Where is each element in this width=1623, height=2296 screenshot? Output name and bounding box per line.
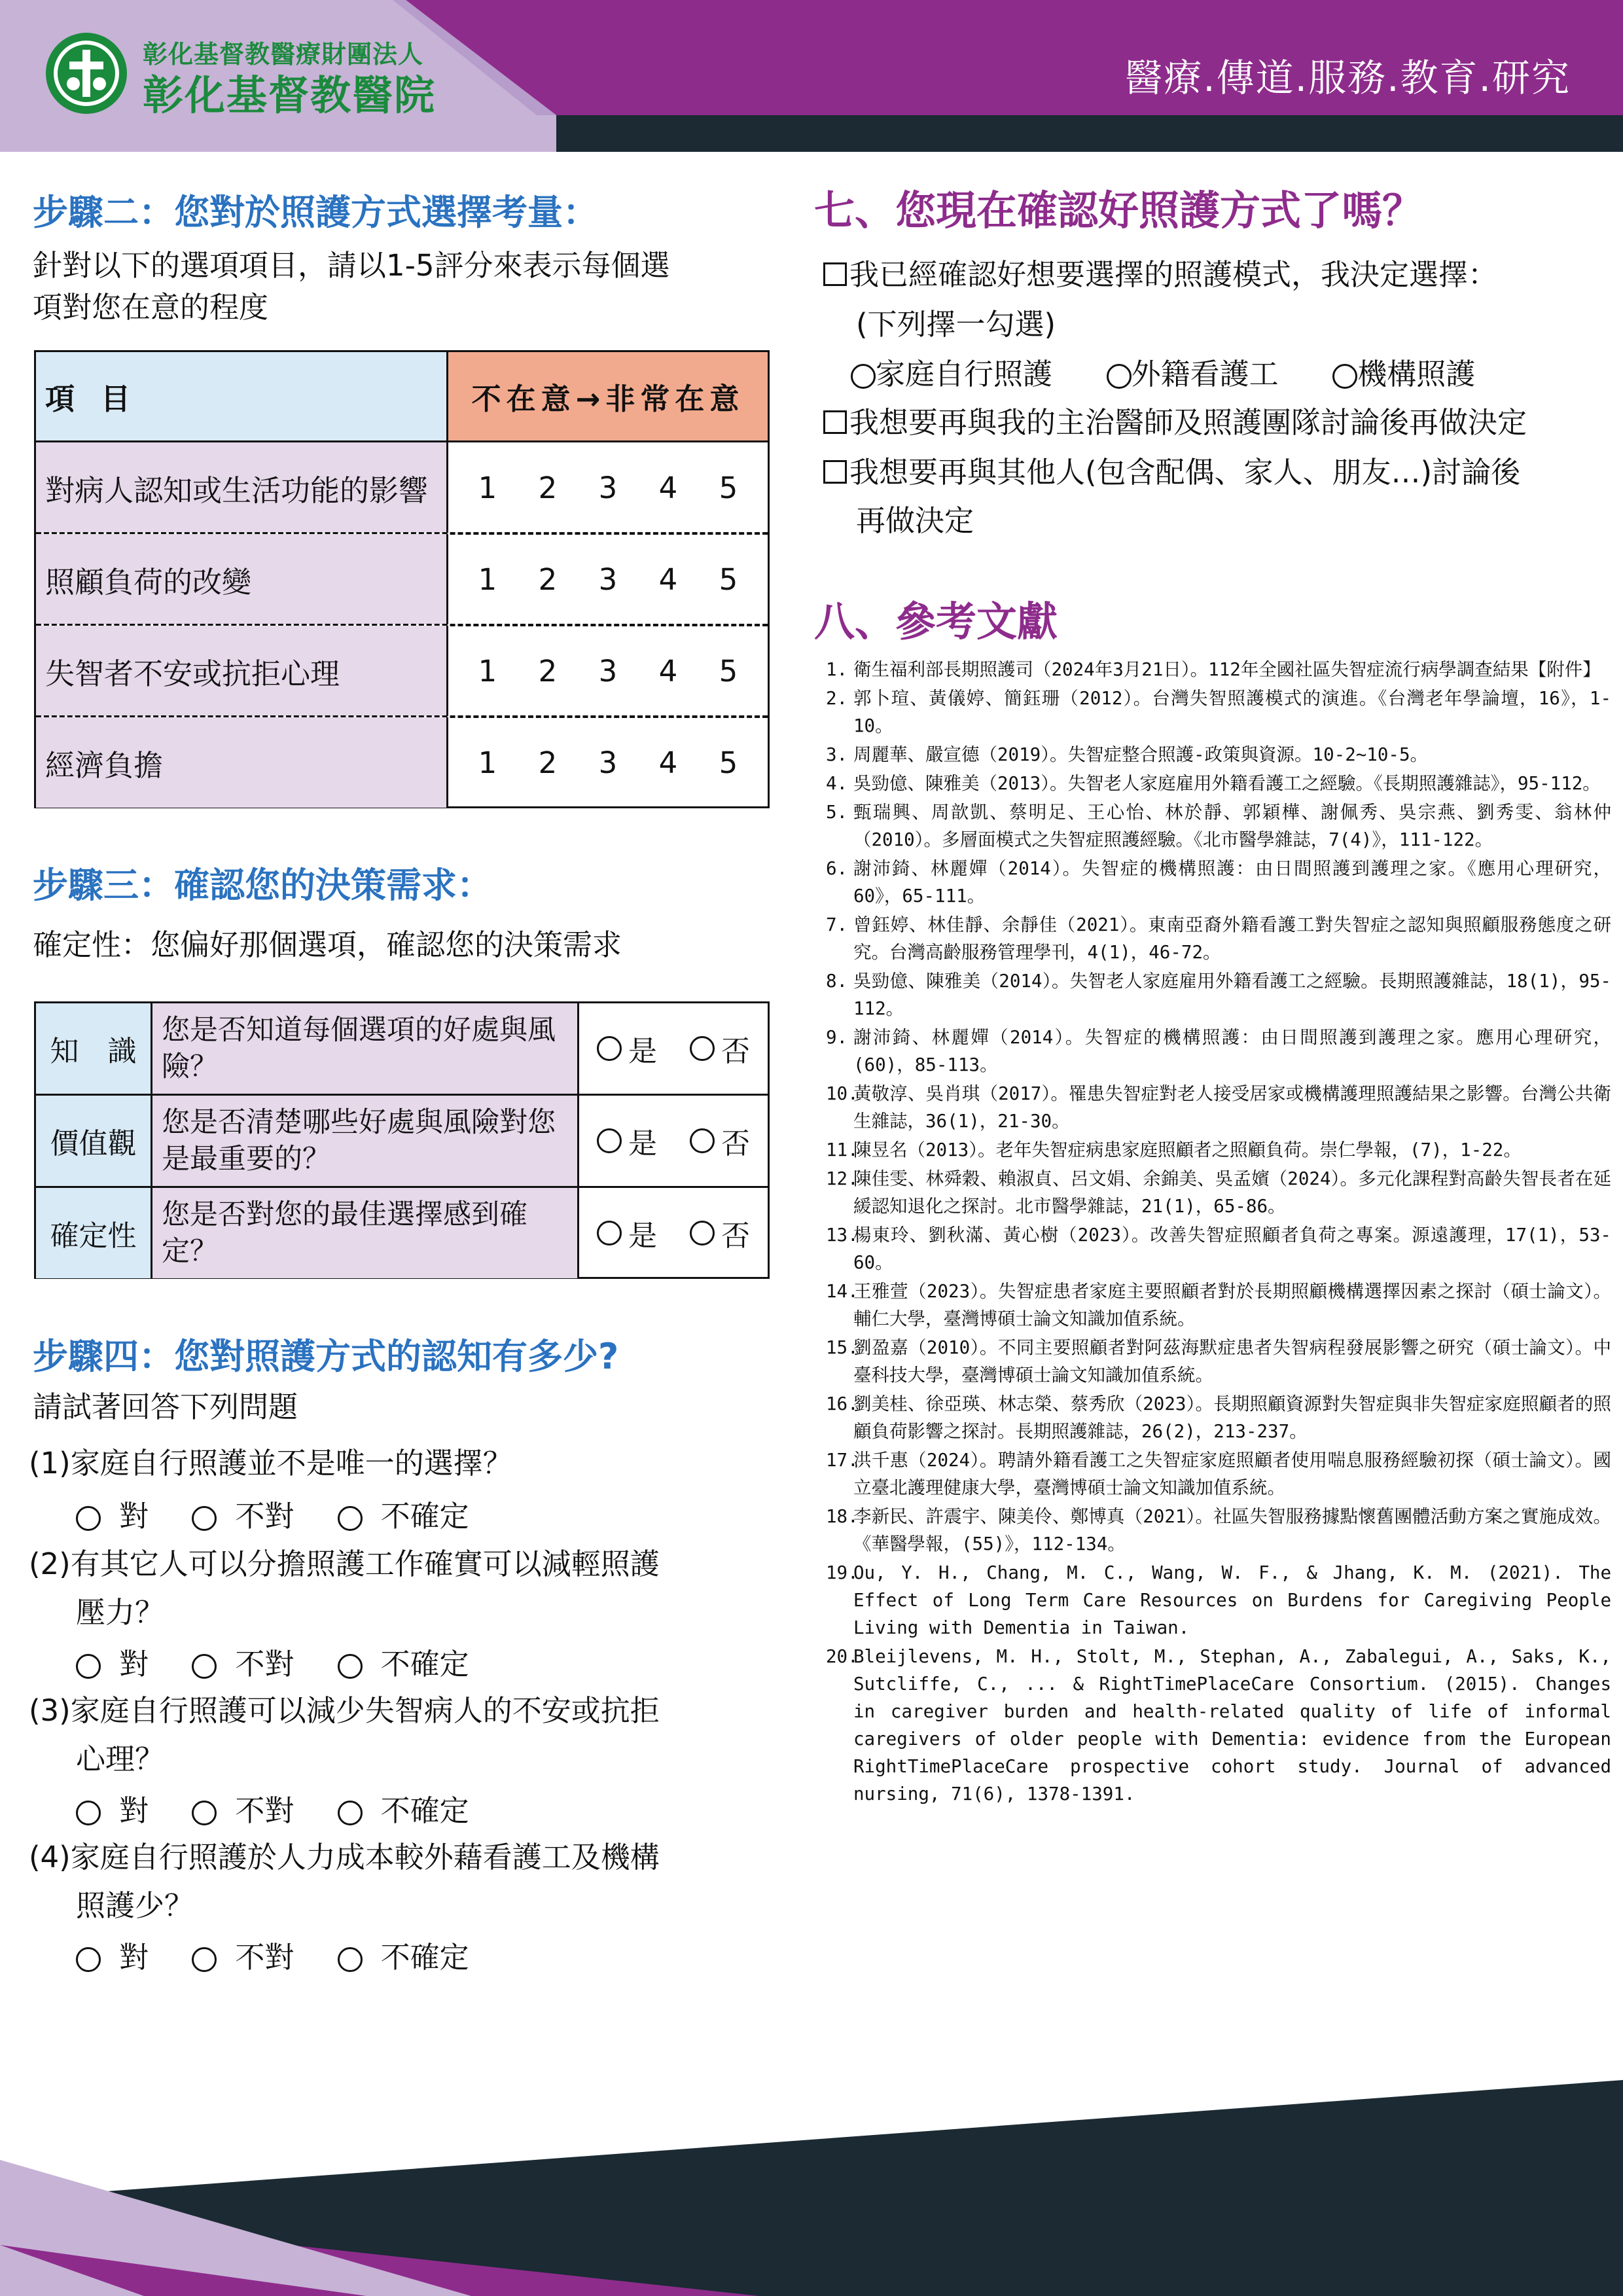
rating-4[interactable]: 4 — [658, 470, 678, 505]
decision-row-question: 您是否對您的最佳選擇感到確定？ — [152, 1188, 579, 1278]
rating-1[interactable]: 1 — [478, 653, 497, 689]
no-radio[interactable] — [690, 1128, 715, 1153]
step2-title: 步驟二：您對於照護方式選擇考量： — [33, 192, 598, 233]
radio-unsure[interactable] — [338, 1947, 363, 1972]
reference-number: 14. — [826, 1281, 859, 1302]
reference-item — [826, 1221, 1611, 1276]
reference-text: 王雅萱（2023）。失智症患者家庭主要照顧者對於長期照顧機構選擇因素之探討（碩士論文）。輔仁大學，臺灣博碩士論文知識加值系統。 — [853, 1281, 1611, 1329]
org-name: 彰化基督教醫療財團法人 — [143, 40, 424, 69]
yes-radio[interactable] — [597, 1036, 622, 1061]
rating-scale[interactable] — [448, 717, 768, 808]
rating-2[interactable]: 2 — [538, 745, 558, 780]
reference-item — [826, 911, 1611, 966]
reference-text: 謝沛錡、林麗嬋（2014）。失智症的機構照護：由日間照護到護理之家。應用心理研究，(60)，85-113。 — [853, 1027, 1611, 1075]
reference-number: 5. — [826, 802, 848, 823]
decision-row-label: 知 識 — [36, 1003, 152, 1094]
section8-title: 八、參考文獻 — [814, 598, 1058, 645]
no-radio[interactable] — [690, 1221, 715, 1246]
discuss-others-cont: 再做決定 — [856, 503, 974, 538]
reference-text: Bleijlevens, M. H., Stolt, M., Stephan, A., Zabalegui, A., Saks, K., Sutcliffe, C., ... & RightTimePlaceCare Consortium. (2015). Changes in caregiver burden and health-related quality of life of informal caregivers of older people with Dementia: evidence from the European RightTimePlaceCare prospective cohort study. Journal of advanced nursing, 71(6), 1378-1391. — [853, 1646, 1611, 1804]
reference-text: 陳昱名（2013）。老年失智症病患家庭照顧者之照顧負荷。崇仁學報，(7)，1-22。 — [853, 1139, 1522, 1160]
table-row — [36, 1096, 768, 1186]
reference-text: 謝沛錡、林麗嬋（2014）。失智症的機構照護：由日間照護到護理之家。《應用心理研究，60》，65-111。 — [853, 858, 1611, 906]
reference-item — [826, 1643, 1611, 1808]
rating-scale[interactable] — [448, 442, 768, 533]
reference-item — [826, 1136, 1611, 1164]
question-2 — [29, 1542, 660, 1587]
rating-row-label: 照顧負荷的改變 — [36, 534, 448, 624]
question-3 — [29, 1689, 660, 1733]
reference-item — [826, 1503, 1611, 1558]
radio-foreign-caregiver[interactable] — [1107, 364, 1132, 389]
option-incorrect: 不對 — [235, 1499, 294, 1534]
decision-option-discuss-doctor — [823, 401, 1527, 445]
question-number: (4) — [29, 1840, 71, 1874]
radio-unsure[interactable] — [338, 1801, 363, 1825]
reference-item — [826, 1278, 1611, 1333]
yes-no-choice — [579, 1096, 768, 1186]
question-number: (1) — [29, 1446, 71, 1480]
option-correct: 對 — [119, 1793, 149, 1828]
reference-item — [826, 1165, 1611, 1220]
table-row — [36, 1003, 768, 1094]
rating-2[interactable]: 2 — [538, 562, 558, 597]
step4-title: 步驟四：您對照護方式的認知有多少? — [33, 1336, 619, 1377]
question-number: (2) — [29, 1547, 71, 1581]
reference-number: 15. — [826, 1337, 859, 1358]
question-4-cont: 照護少？ — [76, 1888, 194, 1923]
question-text: 家庭自行照護可以減少失智病人的不安或抗拒 — [70, 1693, 660, 1728]
reference-text: 劉盈嘉（2010）。不同主要照顧者對阿茲海默症患者失智病程發展影響之研究（碩士論文）。中臺科技大學，臺灣博碩士論文知識加值系統。 — [853, 1337, 1611, 1386]
rating-4[interactable]: 4 — [658, 653, 678, 689]
rating-row-label: 經濟負擔 — [36, 717, 448, 808]
choice-foreign-caregiver: 外籍看護工 — [1131, 357, 1279, 391]
yes-label: 是 — [628, 1127, 657, 1160]
answer-options — [76, 1492, 503, 1535]
question-3-cont: 心理？ — [76, 1742, 165, 1776]
checkbox-discuss-doctor[interactable] — [823, 410, 847, 434]
yes-radio[interactable] — [597, 1128, 622, 1153]
question-number: (3) — [29, 1693, 71, 1728]
table-row — [36, 442, 768, 533]
rating-3[interactable]: 3 — [598, 745, 618, 780]
reference-number: 2. — [826, 688, 848, 709]
question-text: 有其它人可以分擔照護工作確實可以減輕照護 — [70, 1547, 660, 1581]
rating-4[interactable]: 4 — [658, 562, 678, 597]
option-correct: 對 — [119, 1499, 149, 1534]
reference-item — [826, 855, 1611, 910]
decision-row-label: 確定性 — [36, 1188, 152, 1278]
reference-item — [826, 1024, 1611, 1079]
reference-text: 楊東玲、劉秋滿、黃心樹（2023）。改善失智症照顧者負荷之專案。源遠護理，17(1)，53-60。 — [853, 1225, 1611, 1273]
rating-5[interactable]: 5 — [719, 745, 738, 780]
rating-2[interactable]: 2 — [538, 470, 558, 505]
step3-title: 步驟三：確認您的決策需求： — [33, 865, 492, 906]
answer-options — [76, 1787, 503, 1829]
decision-row-question: 您是否知道每個選項的好處與風險？ — [152, 1003, 579, 1094]
reference-number: 13. — [826, 1225, 859, 1246]
choice-family-care: 家庭自行照護 — [876, 357, 1053, 391]
radio-correct[interactable] — [76, 1801, 101, 1825]
reference-text: 曾鈺婷、林佳靜、余靜佳（2021）。東南亞裔外籍看護工對失智症之認知與照顧服務態度之研究。台灣高齡服務管理學刊，4(1)，46-72。 — [853, 914, 1611, 963]
reference-text: Ou, Y. H., Chang, M. C., Wang, W. F., & Jhang, K. M. (2021). The Effect of Long Term Care Resources on Burdens for Caregiving People Living with Dementia in Taiwan. — [853, 1562, 1611, 1638]
rating-3[interactable]: 3 — [598, 562, 618, 597]
reference-text: 吳勁億、陳雅美（2013）。失智老人家庭雇用外籍看護工之經驗。《長期照護雜誌》，95-112。 — [853, 773, 1601, 794]
no-label: 否 — [721, 1219, 750, 1253]
table-row — [36, 534, 768, 624]
reference-item — [826, 770, 1611, 797]
reference-item — [826, 1080, 1611, 1135]
reference-text: 李新民、許震宇、陳美伶、鄭博真（2021）。社區失智服務據點懷舊團體活動方案之實施成效。《華醫學報，(55)》，112-134。 — [853, 1506, 1611, 1554]
reference-item — [826, 741, 1611, 768]
decided-label: 我已經確認好想要選擇的照護模式，我決定選擇： — [849, 257, 1498, 292]
rating-col-scale: 不在意→非常在意 — [448, 352, 768, 442]
reference-text: 吳勁億、陳雅美（2014）。失智老人家庭雇用外籍看護工之經驗。長期照護雜誌，18(1)，95-112。 — [853, 971, 1611, 1019]
rating-1[interactable]: 1 — [478, 470, 497, 505]
radio-incorrect[interactable] — [192, 1506, 217, 1531]
rating-5[interactable]: 5 — [719, 653, 738, 689]
rating-4[interactable]: 4 — [658, 745, 678, 780]
no-radio[interactable] — [690, 1036, 715, 1061]
rating-1[interactable]: 1 — [478, 745, 497, 780]
decided-hint: (下列擇一勾選) — [856, 307, 1056, 342]
rating-3[interactable]: 3 — [598, 653, 618, 689]
question-1 — [29, 1441, 512, 1486]
radio-correct[interactable] — [76, 1654, 101, 1679]
reference-number: 18. — [826, 1506, 859, 1527]
reference-text: 黃敬淳、吳肖琪（2017）。罹患失智症對老人接受居家或機構護理照護結果之影響。台灣公共衛生雜誌，36(1)，21-30。 — [853, 1083, 1611, 1132]
radio-institutional-care[interactable] — [1332, 364, 1357, 389]
choice-institutional-care: 機構照護 — [1357, 357, 1476, 391]
decision-row-label: 價值觀 — [36, 1096, 152, 1186]
question-2-cont: 壓力？ — [76, 1595, 165, 1630]
step3-intro: 確定性：您偏好那個選項，確認您的決策需求 — [33, 927, 622, 962]
radio-correct[interactable] — [76, 1506, 101, 1531]
checkbox-discuss-others[interactable] — [823, 460, 847, 484]
table-row — [36, 1188, 768, 1278]
yes-label: 是 — [628, 1219, 657, 1253]
reference-number: 17. — [826, 1450, 859, 1471]
reference-text: 洪千惠（2024）。聘請外籍看護工之失智症家庭照顧者使用喘息服務經驗初探（碩士論文）。國立臺北護理健康大學，臺灣博碩士論文知識加值系統。 — [853, 1450, 1611, 1498]
reference-text: 衛生福利部長期照護司（2024年3月21日）。112年全國社區失智症流行病學調查結果【附件】 — [853, 659, 1601, 680]
option-unsure: 不確定 — [380, 1793, 469, 1828]
reference-item — [826, 656, 1611, 683]
rating-5[interactable]: 5 — [719, 562, 738, 597]
reference-number: 6. — [826, 858, 848, 879]
reference-text: 陳佳雯、林舜穀、賴淑貞、呂文娟、余錦美、吳孟嬪（2024）。多元化課程對高齡失智長者在延緩認知退化之探討。北市醫學雜誌，21(1)，65-86。 — [853, 1168, 1611, 1217]
care-choice-options — [851, 352, 1475, 397]
reference-number: 12. — [826, 1168, 859, 1189]
reference-number: 1. — [826, 659, 848, 680]
radio-incorrect[interactable] — [192, 1801, 217, 1825]
radio-unsure[interactable] — [338, 1654, 363, 1679]
radio-incorrect[interactable] — [192, 1654, 217, 1679]
reference-number: 9. — [826, 1027, 848, 1048]
decision-option-decided — [823, 253, 1497, 297]
reference-item — [826, 1446, 1611, 1501]
option-incorrect: 不對 — [235, 1793, 294, 1828]
step2-intro-2: 項對您在意的程度 — [33, 290, 269, 325]
footer-banner — [0, 2062, 1623, 2296]
discuss-others-label: 我想要再與其他人(包含配偶、家人、朋友…)討論後 — [849, 455, 1521, 490]
no-label: 否 — [721, 1035, 750, 1068]
rating-3[interactable]: 3 — [598, 470, 618, 505]
option-correct: 對 — [119, 1647, 149, 1681]
reference-item — [826, 967, 1611, 1022]
step2-intro-1: 針對以下的選項項目，請以1-5評分來表示每個選 — [33, 248, 670, 283]
hospital-name: 彰化基督教醫院 — [143, 71, 437, 119]
reference-number: 20. — [826, 1646, 859, 1667]
reference-number: 8. — [826, 971, 848, 992]
rating-row-label: 對病人認知或生活功能的影響 — [36, 442, 448, 533]
rating-scale[interactable] — [448, 626, 768, 716]
reference-item — [826, 685, 1611, 740]
reference-number: 3. — [826, 744, 848, 765]
rating-1[interactable]: 1 — [478, 562, 497, 597]
reference-item — [826, 798, 1611, 853]
radio-incorrect[interactable] — [192, 1947, 217, 1972]
question-text: 家庭自行照護並不是唯一的選擇？ — [70, 1446, 512, 1480]
rating-col-item: 項目 — [36, 352, 448, 442]
no-label: 否 — [721, 1127, 750, 1160]
reference-text: 周麗華、嚴宣德（2019）。失智症整合照護-政策與資源。10-2~10-5。 — [853, 744, 1429, 765]
step4-intro: 請試著回答下列問題 — [33, 1390, 298, 1424]
option-unsure: 不確定 — [380, 1940, 469, 1975]
reference-text: 劉美桂、徐亞瑛、林志榮、蔡秀欣（2023）。長期照顧資源對失智症與非失智症家庭照顧者的照顧負荷影響之探討。長期照護雜誌，26(2)，213-237。 — [853, 1393, 1611, 1442]
yes-radio[interactable] — [597, 1221, 622, 1246]
reference-number: 7. — [826, 914, 848, 935]
radio-unsure[interactable] — [338, 1506, 363, 1531]
reference-text: 郭卜瑄、黃儀婷、簡鈺珊（2012）。台灣失智照護模式的演進。《台灣老年學論壇，16》，1-10。 — [853, 688, 1611, 736]
reference-item — [826, 1334, 1611, 1389]
yes-no-choice — [579, 1188, 768, 1278]
table-row — [36, 717, 768, 808]
reference-number: 11. — [826, 1139, 859, 1160]
option-correct: 對 — [119, 1940, 149, 1975]
rating-table — [34, 350, 770, 808]
table-row — [36, 626, 768, 716]
reference-number: 10. — [826, 1083, 859, 1104]
reference-number: 19. — [826, 1562, 859, 1583]
decision-table — [34, 1001, 770, 1279]
rating-2[interactable]: 2 — [538, 653, 558, 689]
question-4 — [29, 1835, 660, 1880]
rating-5[interactable]: 5 — [719, 470, 738, 505]
discuss-doctor-label: 我想要再與我的主治醫師及照護團隊討論後再做決定 — [849, 405, 1527, 440]
yes-label: 是 — [628, 1035, 657, 1068]
reference-number: 4. — [826, 773, 848, 794]
question-text: 家庭自行照護於人力成本較外藉看護工及機構 — [70, 1840, 660, 1874]
option-incorrect: 不對 — [235, 1940, 294, 1975]
answer-options — [76, 1933, 503, 1976]
option-unsure: 不確定 — [380, 1499, 469, 1534]
option-incorrect: 不對 — [235, 1647, 294, 1681]
answer-options — [76, 1640, 503, 1683]
reference-list — [826, 656, 1611, 1809]
option-unsure: 不確定 — [380, 1647, 469, 1681]
yes-no-choice — [579, 1003, 768, 1094]
rating-row-label: 失智者不安或抗拒心理 — [36, 626, 448, 716]
hospital-logo-icon — [45, 31, 128, 115]
reference-number: 16. — [826, 1393, 859, 1414]
hospital-slogan: 醫療.傳道.服務.教育.研究 — [1124, 56, 1571, 100]
reference-text: 甄瑞興、周歆凱、蔡明足、王心怡、林於靜、郭穎樺、謝佩秀、吳宗燕、劉秀雯、翁林仲（2010）。多層面模式之失智症照護經驗。《北市醫學雜誌，7(4)》，111-122。 — [853, 802, 1611, 850]
reference-item — [826, 1559, 1611, 1641]
radio-family-care[interactable] — [851, 364, 876, 389]
rating-scale[interactable] — [448, 534, 768, 624]
section7-title: 七、您現在確認好照護方式了嗎？ — [814, 187, 1423, 234]
decision-option-discuss-others — [823, 450, 1520, 495]
radio-correct[interactable] — [76, 1947, 101, 1972]
reference-item — [826, 1390, 1611, 1445]
checkbox-decided[interactable] — [823, 262, 847, 286]
decision-row-question: 您是否清楚哪些好處與風險對您是最重要的？ — [152, 1096, 579, 1186]
